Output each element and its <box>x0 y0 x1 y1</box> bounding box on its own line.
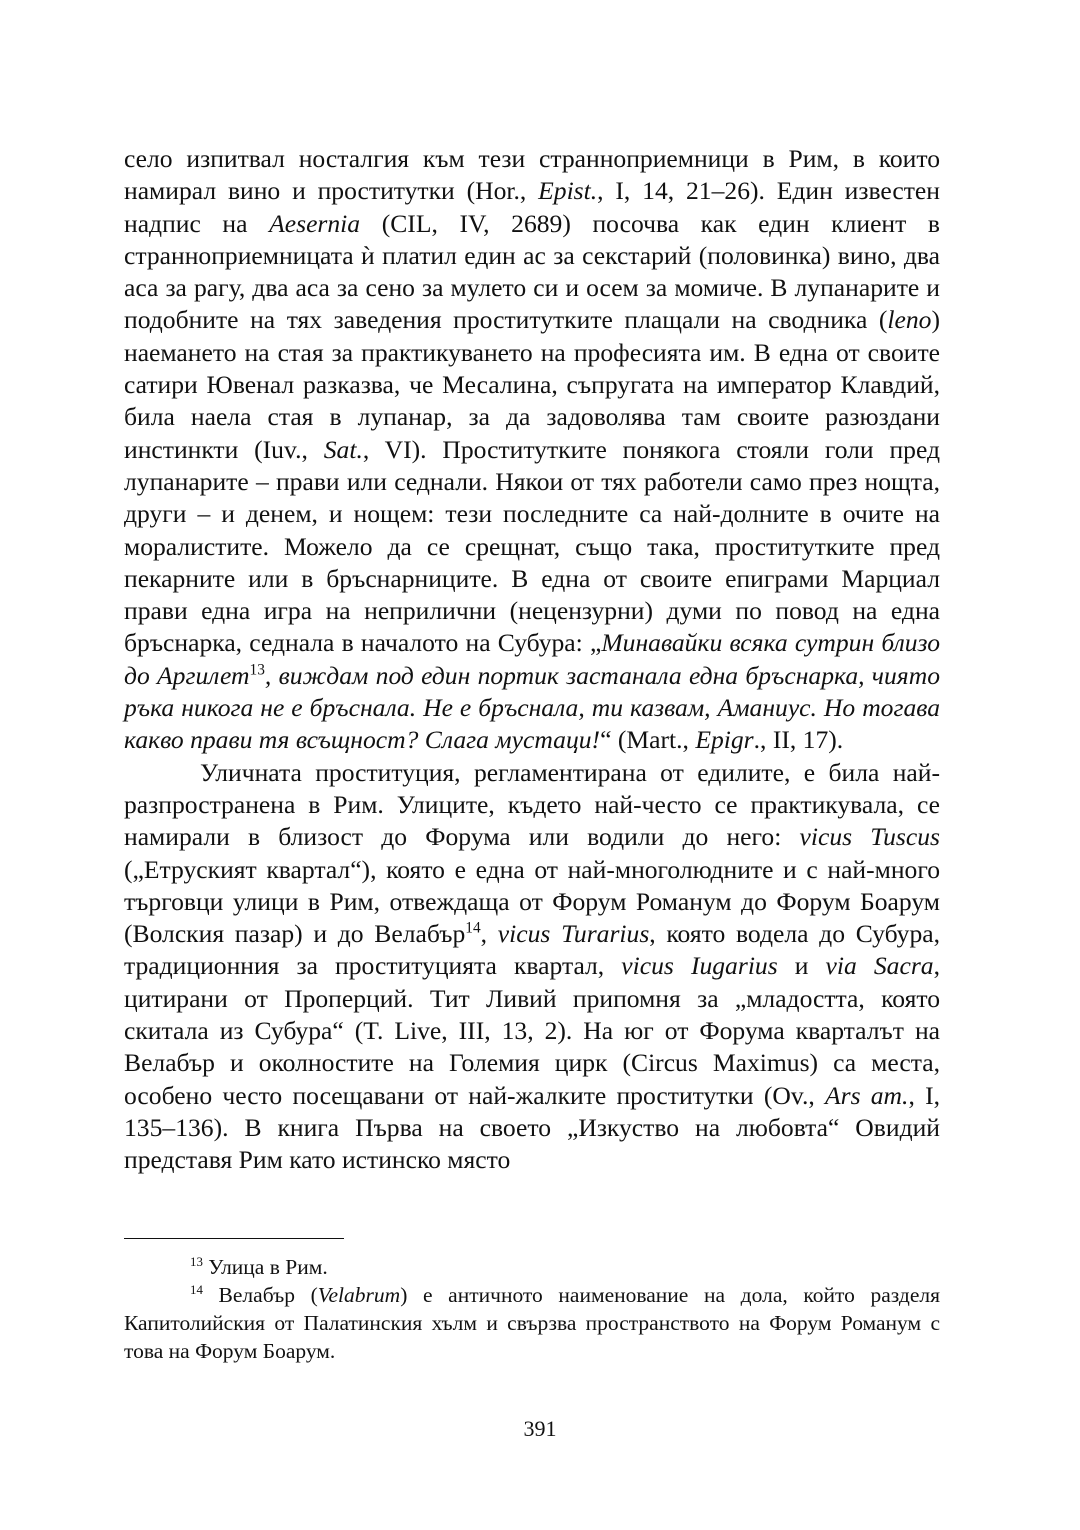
footnote-separator <box>124 1238 344 1239</box>
paragraph-2 <box>124 757 940 1177</box>
page-number: 391 <box>523 1416 557 1441</box>
italic-run: Epigr <box>695 725 754 755</box>
text-run: , която водела до Субура, традиционния за проституцията квартал, <box>124 919 941 981</box>
paragraph-1 <box>124 143 940 757</box>
text-run: , I, 135–136). В книга Първа на своето „Изкуство на любовта“ Овидий представя Рим като истинско място <box>124 1080 940 1175</box>
text-run: и <box>777 951 826 981</box>
italic-run: Epist. <box>538 176 598 206</box>
italic-run: Aesernia <box>269 208 361 238</box>
text-run: ) наемането на стая за практикуването на професията им. В една от своите сатири Ювенал разказва, че Месалина, съпругата на император Клавдий, била наела стая в лупанар, за да задоволява там своите разюздани инстинкти (Iuv., <box>124 305 940 464</box>
quote-italic: , виждам под един портик застанала една бръснарка, чиято ръка никога не е бръснала. Не е бръснала, ти казвам, Аманиус. Но тогава какво прави тя всъщност? Слага мустаци! <box>124 660 940 755</box>
text-run: Уличната проституция, регламентирана от едилите, е била най-разпространена в Рим. Улиците, където най-често се практикувала, се намирали в близост до Форума или водили до него: <box>124 757 940 852</box>
footnote-text: Велабър ( <box>202 1283 318 1307</box>
footnote-number: 13 <box>190 1254 203 1269</box>
main-text <box>124 143 940 1177</box>
text-run: (CIL, IV, 2689) посочва как един клиент в странноприемницата ѝ платил един ас за секстарий (половинка) вино, два аса за рагу, два аса за сено за мулето си и осем за момиче. В лупанарите и подобните на тях заведения проститутките плащали на сводника ( <box>124 208 941 335</box>
footnote-text: Улица в Рим. <box>202 1255 328 1279</box>
text-run: село изпитвал носталгия към тези странноприемници в Рим, в които намирал вино и проститутки (Hor., <box>124 144 940 206</box>
text-run: , VI). Проститутките понякога стояли голи пред лупанарите – прави или седнали. Някои от тях работели само през нощта, други – и денем, и нощем: тези последните са най-долните в очите на моралистите. Можело да се срещнат, също така, проститутките пред пекарните или в бръснарниците. В една от своите епиграми Марциал прави една игра на неприлични (нецензурни) думи по повод на една бръснарка, седнала в началото на Субура: „ <box>124 434 940 658</box>
italic-run: leno <box>887 305 932 335</box>
text-run: , <box>480 919 498 949</box>
quote-italic: Минавайки всяка сутрин близо до Аргилет <box>124 628 940 690</box>
text-run: , цитирани от Проперций. Тит Ливий припомня за „младостта, която скитала из Субура“ (T. Live, III, 13, 2). На юг от Форума кварталът на Велабър и околностите на Големия цирк (Circus Maximus) са места, особено често посещавани от най-жалките проститутки (Ov., <box>124 951 940 1110</box>
footnote-14 <box>124 1281 940 1365</box>
footnote-italic: Velabrum <box>317 1283 401 1307</box>
footnote-number: 14 <box>190 1282 203 1297</box>
italic-run: vicus Tuscus <box>799 822 940 852</box>
text-run: “ (Mart., <box>600 725 696 755</box>
footnotes <box>124 1253 940 1365</box>
footnote-13 <box>124 1253 940 1281</box>
footnote-ref-14: 14 <box>465 919 481 937</box>
text-run: („Етруският квартал“), която е една от най-многолюдните и с най-много търговци улици в Рим, отвеждаща от Форум Романум до Форум Боарум (Волския пазар) и до Велабър <box>124 854 940 949</box>
italic-run: Sat. <box>323 434 363 464</box>
footnote-ref-13: 13 <box>249 661 265 679</box>
italic-run: vicus Iugarius <box>621 951 778 981</box>
italic-run: via Sacra <box>825 951 934 981</box>
footnote-text: ) е античното наименование на дола, който разделя Капитолийския от Палатинския хълм и свързва пространството на Форум Романум с това на Форум Боарум. <box>124 1283 940 1363</box>
italic-run: vicus Turarius <box>497 919 650 949</box>
text-run: ., II, 17). <box>753 725 844 755</box>
text-run: , I, 14, 21–26). Един известен надпис на <box>124 176 940 238</box>
italic-run: Ars am. <box>824 1080 909 1110</box>
